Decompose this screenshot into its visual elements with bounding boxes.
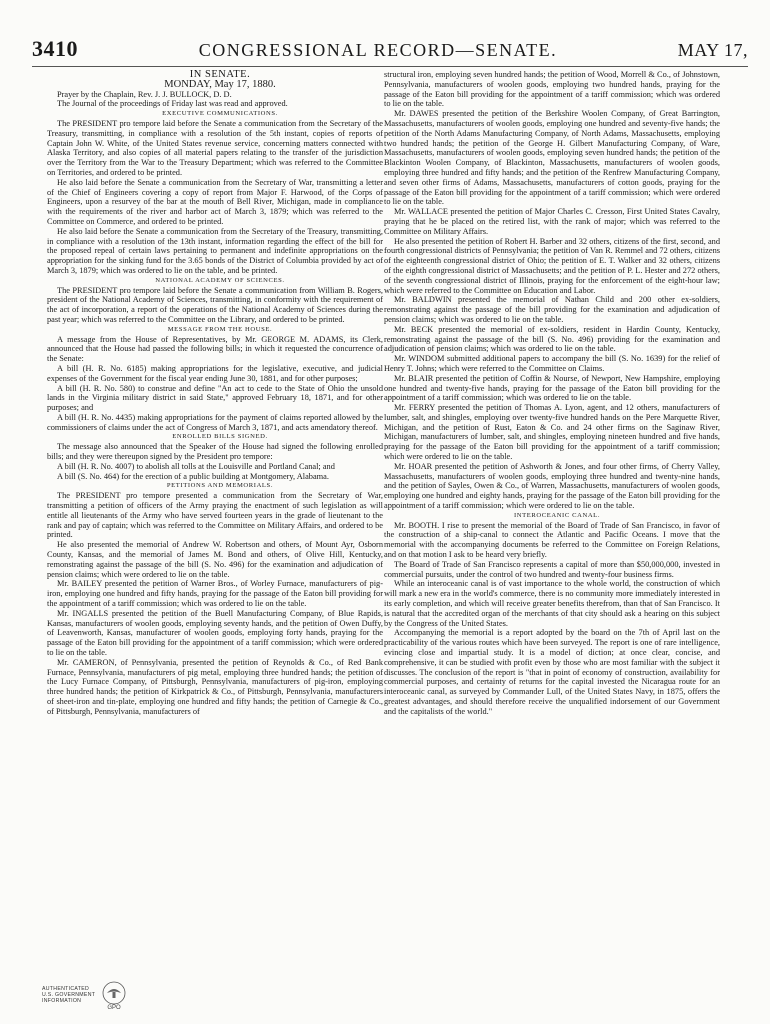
paragraph: Mr. DAWES presented the petition of the Berkshire Woolen Company, of Great Barrington, Massachusetts, manufacturers of woolen goods, employing one hundred and seventy-five hands; the petition of the North Adams Manufacturing Company, of North Adams, Massachusetts, employing two hundred hands; the petition of the George H. Gilbert Manufacturing Company, of Ware, Massachusetts, manufacturers of woolen goods, employing seven hundred hands; the petition of the Blackinton Woolen Company, of Blackinton, Massachusetts, manufacturers of woolen goods, employing three hundred and fifty hands; and the petition of the Renfrew Manufacturing Company, and seven other firms of Adams, Massachusetts, manufacturers of cotton goods, praying for the passage of the Eaton bill providing for the appointment of a tariff commission; which were ordered to lie on the table.	[384, 109, 720, 207]
auth-line: AUTHENTICATED	[42, 986, 90, 992]
auth-line: INFORMATION	[42, 998, 82, 1004]
running-title: CONGRESSIONAL RECORD—SENATE.	[198, 40, 558, 60]
gpo-label: GPO	[107, 1005, 121, 1010]
paragraph: He also presented the memorial of Andrew W. Robertson and others, of Mount Ayr, Osborn County, Kansas, and the memorial of James M. Bond and others, of Olive Hill, Kentucky, remonstrating against the passage of the bill (S. No. 496) for the examination and adjudication of pension claims; which were ordered to lie on the table.	[47, 540, 383, 579]
left-column	[47, 70, 383, 950]
paragraph: The message also announced that the Speaker of the House had signed the following enrolled bills; and they were thereupon signed by the President pro tempore:	[47, 442, 383, 462]
paragraph: Mr. INGALLS presented the petition of the Buell Manufacturing Company, of Blue Rapids, Kansas, manufacturers of woolen goods, employing seventy hands, and the petition of Owen Duffy, of Leavenworth, Kansas, manufacturer of woolen goods, employing forty hands, praying for the passage of the Eaton bill providing for the appointment of a tariff commission; which were ordered to lie on the table.	[47, 608, 383, 658]
paragraph: A bill (H. R. No. 580) to construe and define "An act to cede to the State of Ohio the unsold lands in the Virginia military district in said State," approved February 18, 1871, and for other purposes; and	[47, 383, 383, 413]
eagle-emblem-icon	[99, 980, 129, 1010]
right-column	[384, 70, 720, 950]
paragraph: Mr. BAILEY presented the petition of Warner Bros., of Worley Furnace, manufacturers of pig-iron, employing one hundred and fifty hands, praying for the passage of the Eaton bill providing for the appointment of a tariff commission; which was ordered to lie on the table.	[47, 579, 383, 609]
header-rule	[32, 66, 748, 67]
subheading: ENROLLED BILLS SIGNED.	[172, 433, 268, 441]
auth-text-block	[42, 986, 95, 1004]
subheading: EXECUTIVE COMMUNICATIONS.	[162, 110, 278, 118]
paragraph: structural iron, employing seven hundred hands; the petition of Wood, Morrell & Co., of Johnstown, Pennsylvania, manufacturers of woolen goods, employing two hundred hands, praying for the passage of the Eaton bill providing for the appointment of a tariff commission; which was ordered to lie on the table.	[384, 70, 720, 109]
paragraph: He also presented the petition of Robert H. Barber and 32 others, citizens of the first, second, and fourth congressional districts of Pennsylvania; the petition of Van R. Remmel and 72 others, citizens of the eighteenth congressional district of Ohio; the petition of E. T. Walker and 32 others, citizens of the eighth congressional district of Massachusetts; and the petition of P. L. Hester and 272 others, of the seventh congressional district of Illinois, praying for the enforcement of the eight-hour law; which were referred to the Committee on Education and Labor.	[384, 236, 720, 295]
paragraph: Mr. BLAIR presented the petition of Coffin & Nourse, of Newport, New Hampshire, employing one hundred and twenty-five hands, praying for the passage of the Eaton bill providing for the appointment of a tariff commission; which was ordered to lie on the table.	[384, 373, 720, 403]
paragraph: Mr. BALDWIN presented the memorial of Nathan Child and 200 other ex-soldiers, remonstrating against the passage of the bill providing for the examination and adjudication of pension claims; which was ordered to lie on the table.	[384, 295, 720, 324]
paragraph: Mr. HOAR presented the petition of Ashworth & Jones, and four other firms, of Cherry Valley, Massachusetts, manufacturers of woolen goods, employing three hundred and twenty-nine hands, and the petition of Sayles, Owen & Co., of Warren, Massachusetts, manufacturers of woolen goods, employing one hundred and eighty hands, praying for the passage of the Eaton bill providing for the appointment of a tariff commission; which were ordered to lie on the table.	[384, 461, 720, 511]
paragraph: A bill (S. No. 464) for the erection of a public building at Montgomery, Alabama.	[57, 471, 329, 481]
session-date: MONDAY, May 17, 1880.	[164, 78, 276, 90]
paragraph: Mr. CAMERON, of Pennsylvania, presented the petition of Reynolds & Co., of Red Bank Furnace, Pennsylvania, manufacturers of pig metal, employing three hundred hands; the petition of the Lucy Furnace Company, of Pittsburgh, Pennsylvania, manufacturers of pig-iron, employing three hundred hands; the petition of Kirkpatrick & Co., of Pittsburgh, Pennsylvania, manufacturers of sheet-iron and tin-plate, employing one hundred and fifty hands; the petition of Carnegie & Co., of Pittsburgh, Pennsylvania, manufacturers of	[47, 657, 383, 716]
subheading: PETITIONS AND MEMORIALS.	[166, 482, 274, 490]
authentication-mark	[42, 975, 162, 1015]
paragraph: The PRESIDENT pro tempore presented a communication from the Secretary of War, transmitting a petition of officers of the Army praying the enactment of such legislation as will entitle all lieutenants of the Army who have served fourteen years in the grade of lieutenant to the rank and pay of captain; which was referred to the Committee on Military Affairs, and ordered to be printed.	[47, 491, 383, 540]
header-month: MAY 17,	[677, 40, 748, 60]
paragraph: Prayer by the Chaplain, Rev. J. J. BULLOCK, D. D.	[57, 89, 232, 99]
paragraph: Mr. WALLACE presented the petition of Major Charles C. Cresson, First United States Cavalry, praying that he be placed on the retired list, with the rank of major; which was referred to the Committee on Military Affairs.	[384, 207, 720, 236]
paragraph: Mr. WINDOM submitted additional papers to accompany the bill (S. No. 1639) for the relief of Henry T. Johns; which were referred to the Committee on Claims.	[384, 354, 720, 373]
auth-line: U.S. GOVERNMENT	[42, 992, 96, 998]
paragraph: A bill (H. R. No. 4007) to abolish all tolls at the Louisville and Portland Canal; and	[57, 461, 335, 471]
paragraph: The Journal of the proceedings of Friday last was read and approved.	[57, 99, 288, 109]
section-title: IN SENATE.	[189, 70, 251, 80]
paragraph: Mr. BECK presented the memorial of ex-soldiers, resident in Hardin County, Kentucky, remonstrating against the passage of the bill (S. No. 496) providing for the examination and adjudication of pension claims; which was ordered to lie on the table.	[384, 324, 720, 354]
paragraph: A bill (H. R. No. 4435) making appropriations for the payment of claims reported allowed by the commissioners of claims under the act of Congress of March 3, 1871, and acts amendatory thereof.	[47, 412, 383, 432]
paragraph: The PRESIDENT pro tempore laid before the Senate a communication from the Secretary of the Treasury, transmitting, in compliance with a resolution of the 5th instant, copies of reports of Captain John W. White, of the United States revenue service, concerning matters connected with Alaska Territory, and also copies of all material papers relating to the transfer of the jurisdiction over the Territory from the War to the Treasury Department; which was referred to the Committee on Territories, and ordered to be printed.	[47, 118, 383, 177]
paragraph: He also laid before the Senate a communication from the Secretary of War, transmitting a letter of the Chief of Engineers covering a copy of report from Major F. Harwood, of the Corps of Engineers, upon a resurvey of the bar at the mouth of Bell River, Michigan, made in compliance with the requirements of the river and harbor act of March 3, 1879; which was referred to the Committee on Commerce, and ordered to be printed.	[47, 177, 383, 226]
paragraph: He also laid before the Senate a communication from the Secretary of the Treasury, transmitting, in compliance with a resolution of the 13th instant, information regarding the effect of the bill for the proposed repeal of certain laws pertaining to permanent and indefinite appropriations on the appropriation for the sinking fund for the 3.65 bonds of the District of Columbia provided by act of March 3, 1879; which was ordered to lie on the table, and be printed.	[47, 226, 383, 275]
paragraph: Mr. FERRY presented the petition of Thomas A. Lyon, agent, and 12 others, manufacturers of lumber, salt, and shingles, employing over twenty-five hundred hands on the Pere Marquette River, Michigan, and the petition of Rust, Eaton & Co. and 24 other firms on the Saginaw River, Michigan, manufacturers of lumber, salt, and shingles, employing nineteen hundred and five hands, praying for the passage of the Eaton bill providing for the appointment of a tariff commission; which were ordered to lie on the table.	[384, 403, 720, 462]
paragraph: Accompanying the memorial is a report adopted by the board on the 7th of April last on the practicability of the various routes which have been surveyed. The report is one of rare intelligence, evincing close and impartial study. It is a model of diction; at once clear, concise, and comprehensive, it can be studied with profit even by those who are most familiar with the subject it discusses. The conclusion of the report is "that in point of economy of construction, availability for commercial purposes, and certainty of returns for the capital invested the Nicaragua route for an interoceanic canal, as surveyed by Commander Lull, of the United States Navy, in 1875, offers the greatest advantages, and should therefore receive the unqualified indorsement of our Government and the capitalists of the world."	[384, 628, 720, 716]
paragraph: While an interoceanic canal is of vast importance to the whole world, the construction of which will mark a new era in the world's commerce, there is no community more immediately interested in its early completion, and which will receive greater benefits therefrom, than that of San Francisco. It is natural that the accredited organ of the merchants of that city should ask a hearing on this subject by the Congress of the United States.	[384, 579, 720, 628]
page-number: 3410	[32, 36, 78, 61]
paragraph: Mr. BOOTH. I rise to present the memorial of the Board of Trade of San Francisco, in favor of the construction of a ship-canal to connect the Atlantic and Pacific Oceans. I move that the memorial with the accompanying documents be referred to the Committee on Foreign Relations, and on that motion I ask to be heard very briefly.	[384, 520, 720, 560]
subheading: NATIONAL ACADEMY OF SCIENCES.	[155, 276, 285, 284]
page-header	[32, 36, 748, 62]
paragraph: The Board of Trade of San Francisco represents a capital of more than $50,000,000, invested in commercial pursuits, under the control of two hundred and twenty-four business firms.	[384, 559, 720, 579]
subheading: INTEROCEANIC CANAL.	[513, 511, 601, 519]
paragraph: The PRESIDENT pro tempore laid before the Senate a communication from William B. Rogers, president of the National Academy of Sciences, transmitting, in conformity with the requirement of the act of incorporation, a report of the operations of the National Academy of Sciences during the past year; which was referred to the Committee on the Library, and ordered to be printed.	[47, 285, 383, 324]
paragraph: A message from the House of Representatives, by Mr. GEORGE M. ADAMS, its Clerk, announced that the House had passed the following bills; in which it requested the concurrence of the Senate:	[47, 334, 383, 364]
paragraph: A bill (H. R. No. 6185) making appropriations for the legislative, executive, and judicial expenses of the Government for the fiscal year ending June 30, 1881, and for other purposes;	[47, 363, 383, 383]
subheading: MESSAGE FROM THE HOUSE.	[167, 325, 273, 333]
